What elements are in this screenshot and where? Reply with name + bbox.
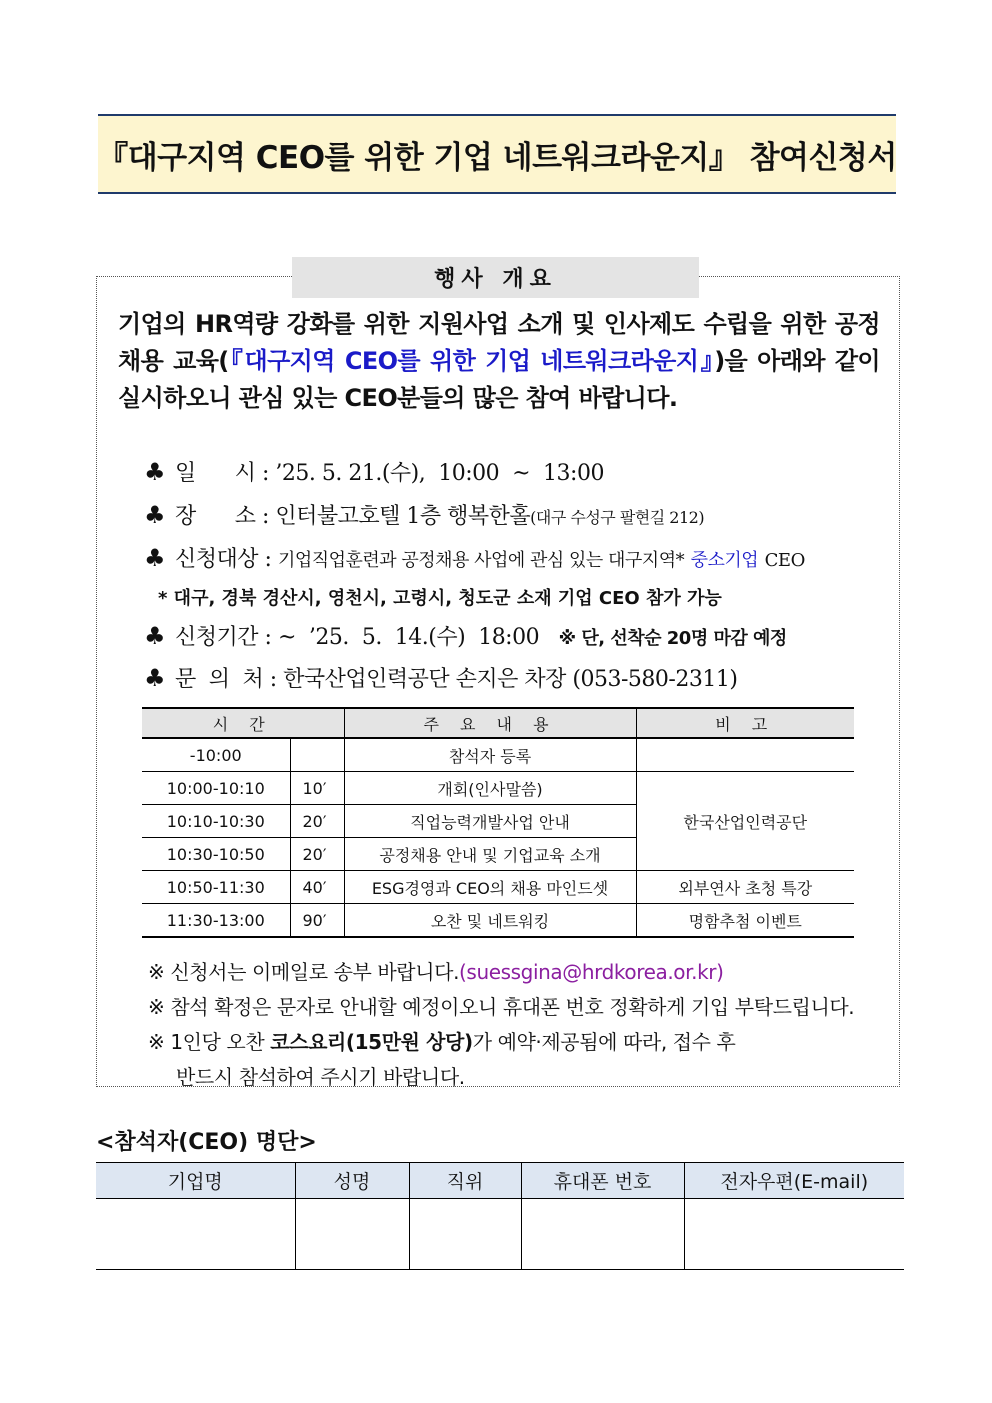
page-title: 『대구지역 CEO를 위한 기업 네트워크라운지』 참여신청서	[98, 114, 896, 194]
schedule-note: 명함추첨 이벤트	[636, 904, 854, 938]
ceo-header-position: 직위	[409, 1163, 521, 1199]
ceo-header-row	[96, 1163, 904, 1199]
position-field[interactable]	[409, 1199, 521, 1270]
schedule-content: 참석자 등록	[344, 738, 636, 772]
info-period: ♣ 신청기간 : ~ ’25. 5. 14.(수) 18:00 ※ 단, 선착순 20명 마감 예정	[144, 622, 787, 650]
club-icon: ♣	[144, 544, 166, 572]
contact-value: 한국산업인력공단 손지은 차장 (053-580-2311)	[283, 667, 738, 692]
schedule-header-time: 시 간	[142, 708, 344, 738]
remark-lunch-cont: 반드시 참석하여 주시기 바랍니다.	[176, 1065, 465, 1089]
schedule-time: 10:50-11:30	[142, 871, 290, 904]
contact-label: 문 의 처	[175, 667, 264, 692]
table-row	[142, 871, 854, 904]
info-contact: ♣ 문 의 처 : 한국산업인력공단 손지은 차장 (053-580-2311)	[144, 664, 738, 692]
schedule-time: 10:30-10:50	[142, 838, 290, 871]
intro-text-2: )을 아래와 같이 실시하오니 관심 있는 CEO분들의 많은 참여 바랍니다.	[118, 347, 880, 412]
place-address: (대구 수성구 팔현길 212)	[530, 508, 705, 527]
remarks	[148, 955, 854, 1095]
schedule-content: 직업능력개발사업 안내	[344, 805, 636, 838]
lunch-course-highlight: 코스요리(15만원 상당)	[270, 1030, 473, 1054]
target-highlight: 중소기업	[690, 550, 759, 571]
schedule-duration: 20′	[290, 805, 344, 838]
club-icon: ♣	[144, 501, 166, 529]
target-value: 기업직업훈련과 공정채용 사업에 관심 있는 대구지역*	[277, 550, 685, 571]
info-target: ♣ 신청대상 : 기업직업훈련과 공정채용 사업에 관심 있는 대구지역* 중소기업 CEO	[144, 544, 805, 572]
intro-paragraph	[118, 306, 880, 417]
schedule-time: 10:10-10:30	[142, 805, 290, 838]
schedule-table	[142, 707, 854, 938]
schedule-time: -10:00	[142, 738, 290, 772]
club-icon: ♣	[144, 664, 166, 692]
schedule-header-row	[142, 708, 854, 738]
target-note: * 대구, 경북 경산시, 영천시, 고령시, 청도군 소재 기업 CEO 참가 가능	[158, 588, 722, 609]
ceo-list-table	[96, 1162, 904, 1270]
email-address-link[interactable]: (suessgina@hrdkorea.or.kr)	[459, 960, 724, 984]
table-row	[142, 904, 854, 938]
schedule-content: ESG경영과 CEO의 채용 마인드셋	[344, 871, 636, 904]
schedule-content: 개회(인사말씀)	[344, 772, 636, 805]
date-label: 일 시	[175, 461, 256, 486]
schedule-time: 10:00-10:10	[142, 772, 290, 805]
info-place: ♣ 장 소 : 인터불고호텔 1층 행복한홀(대구 수성구 팔현길 212)	[144, 501, 705, 529]
table-row	[142, 772, 854, 805]
schedule-duration	[290, 738, 344, 772]
name-field[interactable]	[295, 1199, 409, 1270]
schedule-content: 공정채용 안내 및 기업교육 소개	[344, 838, 636, 871]
remark-email	[148, 955, 854, 990]
club-icon: ♣	[144, 622, 166, 650]
period-value: ~ ’25. 5. 14.(수) 18:00	[277, 625, 540, 650]
period-note: ※ 단, 선착순 20명 마감 예정	[558, 628, 787, 649]
ceo-input-row	[96, 1199, 904, 1270]
ceo-header-name: 성명	[295, 1163, 409, 1199]
remark-lunch: ※ 1인당 오찬 코스요리(15만원 상당)가 예약·제공됨에 따라, 접수 후	[148, 1030, 736, 1054]
ceo-header-phone: 휴대폰 번호	[521, 1163, 684, 1199]
schedule-time: 11:30-13:00	[142, 904, 290, 938]
schedule-duration: 10′	[290, 772, 344, 805]
ceo-list-title: <참석자(CEO) 명단>	[96, 1130, 317, 1155]
schedule-duration: 90′	[290, 904, 344, 938]
target-suffix: CEO	[764, 550, 805, 571]
email-field[interactable]	[684, 1199, 904, 1270]
period-label: 신청기간	[175, 625, 259, 650]
table-row	[142, 738, 854, 772]
phone-field[interactable]	[521, 1199, 684, 1270]
company-field[interactable]	[96, 1199, 295, 1270]
schedule-header-note: 비 고	[636, 708, 854, 738]
intro-highlight: 『대구지역 CEO를 위한 기업 네트워크라운지』	[228, 347, 715, 375]
ceo-header-company: 기업명	[96, 1163, 295, 1199]
schedule-note: 외부연사 초청 특강	[636, 871, 854, 904]
schedule-note: 한국산업인력공단	[636, 772, 854, 871]
remark-phone: ※ 참석 확정은 문자로 안내할 예정이오니 휴대폰 번호 정확하게 기입 부탁드립니다.	[148, 995, 855, 1019]
club-icon: ♣	[144, 458, 166, 486]
schedule-header-content: 주 요 내 용	[344, 708, 636, 738]
ceo-header-email: 전자우편(E-mail)	[684, 1163, 904, 1199]
intro-text-1: 기업의 HR역량 강화를 위한 지원사업 소개 및 인사제도 수립을 위한 공정채용 교육(	[118, 310, 880, 375]
schedule-duration: 20′	[290, 838, 344, 871]
date-value: ’25. 5. 21.(수), 10:00 ~ 13:00	[275, 461, 604, 486]
remark-email-text: ※ 신청서는 이메일로 송부 바랍니다.	[148, 960, 460, 984]
overview-label: 행사 개요	[292, 257, 699, 298]
schedule-note	[636, 738, 854, 772]
target-label: 신청대상	[175, 547, 259, 572]
schedule-duration: 40′	[290, 871, 344, 904]
place-label: 장 소	[175, 504, 256, 529]
place-value: 인터불고호텔 1층 행복한홀	[275, 504, 531, 529]
info-date: ♣ 일 시 : ’25. 5. 21.(수), 10:00 ~ 13:00	[144, 458, 604, 486]
schedule-content: 오찬 및 네트워킹	[344, 904, 636, 938]
